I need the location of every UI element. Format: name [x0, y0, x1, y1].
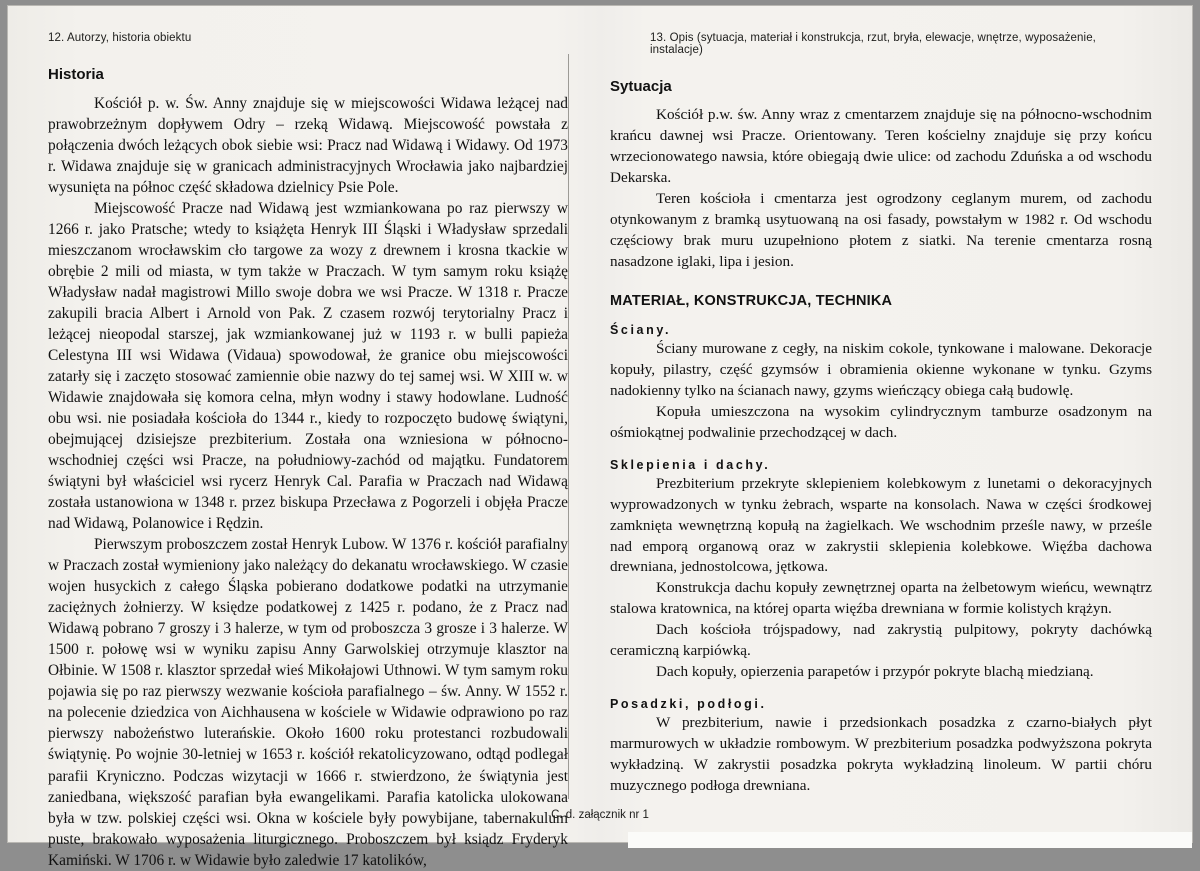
- document-page: [8, 6, 1192, 869]
- vaults-paragraph-4: Dach kopuły, opierzenia parapetów i przypór pokryte blachą miedzianą.: [656, 663, 1094, 681]
- floors-paragraph-1: W prezbiterium, nawie i przedsionkach posadzka z czarno-białych płyt marmurowych w układzie rombowym. W prezbiterium posadzka podwyższona pokryta wykładziną. W zakrystii posadzka pokryta wykładziną linoleum. W partii chóru muzycznego podłoga drewniana.: [610, 714, 1152, 795]
- left-column: [48, 32, 568, 871]
- subsection-heading-vaults: Sklepienia i dachy.: [610, 457, 771, 472]
- scan-artifact-bar: [628, 832, 1192, 848]
- situation-paragraph-1: Kościół p.w. św. Anny wraz z cmentarzem znajduje się na północno-wschodnim krańcu dawnej wsi Pracze. Orientowany. Teren kościelny znajduje się przy końcu wrzecionowatego nawsia, które obiegają dwie ulice: od zachodu Zduńska a od wschodu Dekarska.: [610, 106, 1152, 186]
- material-section-title: MATERIAŁ, KONSTRUKCJA, TECHNIKA: [610, 292, 893, 309]
- subsection-heading-floors: Posadzki, podłogi.: [610, 697, 767, 712]
- situation-paragraph-2: Teren kościoła i cmentarza jest ogrodzony ceglanym murem, od zachodu otynkowanym z bramką usytuowaną na osi fasady, powstałym w 1982 r. Od wschodu częściowy brak muru uzupełniono płotem z siatki. Na terenie cmentarza rosną nasadzone iglaki, lipa i jesion.: [610, 189, 1152, 270]
- walls-paragraph-2: Kopuła umieszczona na wysokim cylindrycznym tamburze osadzonym na ośmiokątnej podwalinie przechodzącej w dach.: [610, 402, 1152, 441]
- walls-paragraph-1: Ściany murowane z cegły, na niskim cokole, tynkowane i malowane. Dekoracje kopuły, pilastry, część gzymsów i obramienia okienne wykonane w tynku. Gzyms nadokienny tylko na ścianach nawy, gzyms wieńczący obiega całą budowlę.: [610, 339, 1152, 399]
- vaults-paragraph-1: Prezbiterium przekryte sklepieniem kolebkowym z lunetami o dekoracyjnych wyprowadzonych w tynku żebrach, wsparte na konsolach. Nawa w części środkowej zamknięta wewnętrzną kopułą na żagielkach. We wschodnim prześle nawy, w prześle nad emporą organową oraz w zakrystii sklepienia kolebkowe. Więźba dachowa drewniana, jednostolcowa, jętkowa.: [610, 474, 1152, 576]
- vaults-paragraph-3: Dach kościoła trójspadowy, nad zakrystią pulpitowy, pokryty dachówką ceramiczną karpiówką.: [610, 621, 1152, 660]
- page-surface: [8, 6, 1192, 869]
- history-paragraph-2: Miejscowość Pracze nad Widawą jest wzmiankowana po raz pierwszy w 1266 r. jako Pratsche; wtedy to książęta Henryk III Śląski i Władysław sprzedali mieszczanom wrocławskim cło targowe za wozy z drewnem i krosna tkackie w obrębie 2 mili od miasta, w tym także w Praczach. W tym samym roku książę Władysław nadał magistrowi Millo swoje dobra we wsi Pracze. W 1318 r. Pracze zakupili bracia Albert i Arnold von Pak. Z czasem rozwój terytorialny Pracz i leżącej nieopodal starszej, jak wzmiankowanej już w 1193 r. w bulli papieża Celestyna III wsi Widawa (Vidaua) spowodował, że granice obu miejscowości zatarły się i zaczęto stosować zamiennie obie nazwy do tej samej wsi. W XIII w. w Widawie znajdowała się komora celna, młyn wodny i stawy hodowlane. Ludność obu wsi. nie posiadała kościoła do 1344 r., kiedy to rozpoczęto budowę świątyni, obejmującej dzisiejsze prezbiterium. Została ona wzniesiona w północno-wschodniej części wsi Pracze, na południowy-zachód od majątku. Fundatorem świątyni był właściciel wsi rycerz Henryk Cal. Parafia w Praczach nad Widawą została ustanowiona w 1348 r. przez biskupa Przecława z Pogorzeli i objęła Pracze nad Widawą, Polanowice i Rędzin.: [48, 200, 568, 533]
- left-column-header: 12. Autorzy, historia obiektu: [48, 32, 192, 44]
- history-paragraph-1: Kościół p. w. Św. Anny znajduje się w miejscowości Widawa leżącej nad prawobrzeżnym dopływem Odry – rzeką Widawą. Miejscowość powstała z połączenia dwóch leżących obok siebie wsi: Pracz nad Widawą i Widawy. Od 1973 r. Widawa znajduje się w granicach administracyjnych Wrocławia jako najbardziej wysunięta na północ część składowa dzielnicy Psie Pole.: [48, 95, 568, 197]
- left-section-title: Historia: [48, 66, 104, 83]
- vaults-paragraph-2: Konstrukcja dachu kopuły zewnętrznej oparta na żelbetowym wieńcu, wewnątrz stalowa kratownica, na której oparta więźba drewniana w formie kolistych krążyn.: [610, 579, 1152, 618]
- right-column: [610, 32, 1152, 797]
- history-paragraph-3: Pierwszym proboszczem został Henryk Lubow. W 1376 r. kościół parafialny w Praczach został wymieniony jako należący do dekanatu wrocławskiego. W czasie wojen husyckich z całego Śląska pobierano dodatkowe podatki na utrzymanie zaciężnych żołnierzy. W księdze podatkowej z 1425 r. podano, że z Pracz nad Widawą pobrano 7 groszy i 3 halerze, w tym od proboszcza 3 grosze i 3 halerze. W 1500 r. połowę wsi w wyniku zapisu Anny Garwolskiej otrzymuje klasztor na Ołbinie. W 1508 r. klasztor sprzedał wieś Mikołajowi Uthnowi. W tym samym roku pojawia się po raz pierwszy wezwanie kościoła parafialnego – św. Anny. W 1552 r. na polecenie dziedzica von Aichhausena w kościele w Widawie odprawiono po raz pierwszy nabożeństwo luterańskie. Około 1600 roku protestanci rozbudowali świątynię. Po wojnie 30-letniej w 1653 r. kościół rekatolicyzowano, odtąd podlegał parafii Kryniczno. Podczas wizytacji w 1666 r. stwierdzono, że świątynia jest zaniedbana, większość parafian była ewangelikami. Parafia katolicka ulokowana była w tzw. polskiej części wsi. Okna w kościele były powybijane, tabernakulum puste, brakowało wyposażenia liturgicznego. Proboszczem był ksiądz Fryderyk Kamiński. W 1706 r. w Widawie było zaledwie 17 katolików,: [48, 536, 568, 869]
- page-footer: C. d. załącznik nr 1: [551, 809, 649, 821]
- subsection-heading-walls: Ściany.: [610, 322, 672, 337]
- right-column-header: 13. Opis (sytuacja, materiał i konstrukcja, rzut, bryła, elewacje, wnętrze, wyposażenie, instalacje): [650, 32, 1096, 56]
- column-divider: [568, 54, 569, 799]
- right-section-title: Sytuacja: [610, 78, 672, 95]
